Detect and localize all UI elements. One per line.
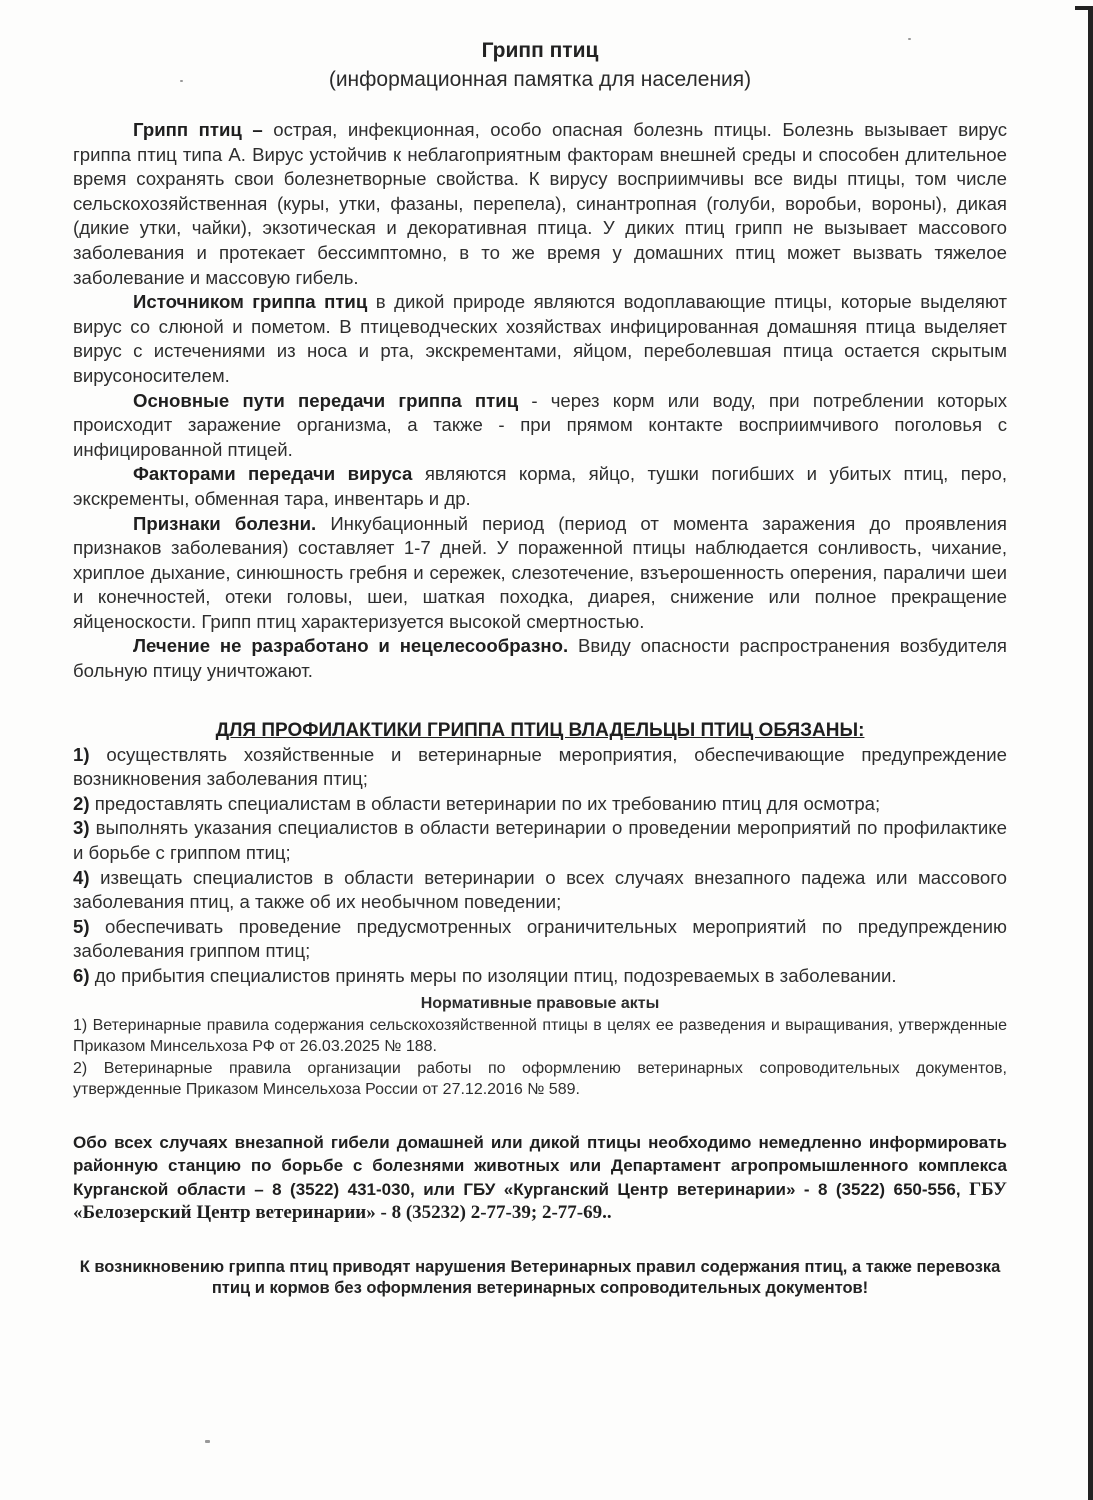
paragraph-text: Инкубационный период (период от момента заражения до проявления признаков заболевания) составляет 1-7 дней. У пораженной птицы наблюдается сонливость, чихание, хриплое дыхание, синюшность гребня и сережек, слезотечение, взъерошенность оперения, параличи шеи и конечностей, отеки головы, шеи, шаткая походка, диарея, снижение или полное прекращение яйценоскости. Грипп птиц характеризуется высокой смертностью. <box>73 512 1007 632</box>
obligation-number: 5) <box>73 915 90 937</box>
obligation-number: 4) <box>73 866 90 888</box>
obligation-item <box>73 915 1007 964</box>
paragraph-definition <box>73 118 1007 290</box>
obligations-heading: ДЛЯ ПРОФИЛАКТИКИ ГРИППА ПТИЦ ВЛАДЕЛЬЦЫ ПТИЦ ОБЯЗАНЫ: <box>215 719 865 741</box>
legal-act-item: 2) Ветеринарные правила организации работы по оформлению ветеринарных сопроводительных документов, утвержденные Приказом Минсельхоза России от 27.12.2016 № 589. <box>73 1059 1007 1099</box>
document-page <box>73 36 1007 1300</box>
document-title: Грипп птиц <box>481 39 599 62</box>
paragraph-transmission-routes <box>73 389 1007 463</box>
obligation-text: обеспечивать проведение предусмотренных ограничительных мероприятий по предупреждению заболевания гриппом птиц; <box>73 915 1007 962</box>
paragraph-text: являются корма, яйцо, тушки погибших и убитых птиц, перо, экскременты, обменная тара, инвентарь и др. <box>73 463 1008 509</box>
obligation-item <box>73 743 1007 792</box>
paragraph-lead: Признаки болезни. <box>133 512 317 534</box>
scan-edge-right <box>1088 8 1093 1500</box>
paragraph-text: Ввиду опасности распространения возбудителя больную птицу уничтожают. <box>73 635 1007 682</box>
contact-notice-belozersky: ГБУ «Белозерский Центр ветеринарии» - 8 (35232) 2-77-39; 2-77-69.. <box>73 1178 1007 1224</box>
obligation-item <box>73 964 1007 989</box>
scan-speck <box>205 1440 210 1443</box>
paragraph-transmission-factors <box>73 462 1007 511</box>
paragraph-lead: Лечение не разработано и нецелесообразно. <box>133 635 569 657</box>
obligation-number: 3) <box>73 817 90 839</box>
obligation-number: 2) <box>73 792 90 814</box>
legal-act-item: 1) Ветеринарные правила содержания сельскохозяйственной птицы в целях ее разведения и выращивания, утвержденные Приказом Минсельхоза РФ от 26.03.2025 № 188. <box>73 1016 1007 1056</box>
paragraph-lead: Основные пути передачи гриппа птиц <box>133 389 519 411</box>
paragraph-lead: Грипп птиц – <box>133 119 263 140</box>
obligation-number: 1) <box>73 743 90 765</box>
obligation-text: осуществлять хозяйственные и ветеринарные мероприятия, обеспечивающие предупреждение возникновения заболевания птиц; <box>73 743 1007 790</box>
obligation-text: предоставлять специалистам в области ветеринарии по их требованию птиц для осмотра; <box>89 792 881 814</box>
paragraph-lead: Факторами передачи вируса <box>133 463 413 485</box>
paragraph-text: в дикой природе являются водоплавающие птицы, которые выделяют вирус со слюной и пометом. В птицеводческих хозяйствах инфицированная домашняя птица выделяет вирус с истечениями из носа и рта, экскрементами, яйцом, переболевшая птица остается скрытым вирусоносителем. <box>73 291 1007 386</box>
obligation-item <box>73 816 1007 865</box>
contact-notice <box>73 1131 1007 1225</box>
obligation-text: выполнять указания специалистов в области ветеринарии о проведении мероприятий по профилактике и борьбе с гриппом птиц; <box>73 817 1007 864</box>
document-subtitle: (информационная памятка для населения) <box>328 68 752 91</box>
legal-acts-heading: Нормативные правовые акты <box>420 994 660 1012</box>
final-warning: К возникновению гриппа птиц приводят нарушения Ветеринарных правил содержания птиц, а также перевозка птиц и кормов без оформления ветеринарных сопроводительных документов! <box>79 1257 1001 1298</box>
paragraph-text: острая, инфекционная, особо опасная болезнь птицы. Болезнь вызывает вирус гриппа птиц типа А. Вирус устойчив к неблагоприятным факторам внешней среды и способен длительное время сохранять свои болезнетворные свойства. К вирусу восприимчивы все виды птицы, том числе сельскохозяйственная (куры, утки, фазаны, перепела), синантропная (голуби, воробьи, вороны), дикая (дикие утки, чайки), экзотическая и декоративная птица. У диких птиц грипп не вызывает массового заболевания и протекает бессимптомно, в то же время у домашних птиц может вызвать тяжелое заболевание и массовую гибель. <box>73 119 1007 288</box>
obligation-item <box>73 792 1007 817</box>
obligation-item <box>73 866 1007 915</box>
obligation-text: извещать специалистов в области ветеринарии о всех случаях внезапного падежа или массового заболевания птиц, а также об их необычном поведении; <box>73 866 1007 913</box>
obligation-text: до прибытия специалистов принять меры по изоляции птиц, подозреваемых в заболевании. <box>89 965 897 986</box>
obligation-number: 6) <box>73 965 90 986</box>
paragraph-text: - через корм или воду, при потреблении которых происходит заражение организма, а также - при прямом контакте восприимчивого поголовья с инфицированной птицей. <box>73 389 1007 460</box>
paragraph-lead: Источником гриппа птиц <box>133 291 368 313</box>
contact-notice-text: Обо всех случаях внезапной гибели домашней или дикой птицы необходимо немедленно информировать районную станцию по борьбе с болезнями животных или Департамент агропромышленного комплекса Курганской области – 8 (3522) 431-030, или ГБУ «Курганский Центр ветеринарии» - 8 (3522) 650-556, <box>73 1132 1007 1199</box>
paragraph-source <box>73 290 1007 388</box>
paragraph-treatment <box>73 634 1007 683</box>
paragraph-symptoms <box>73 512 1007 635</box>
